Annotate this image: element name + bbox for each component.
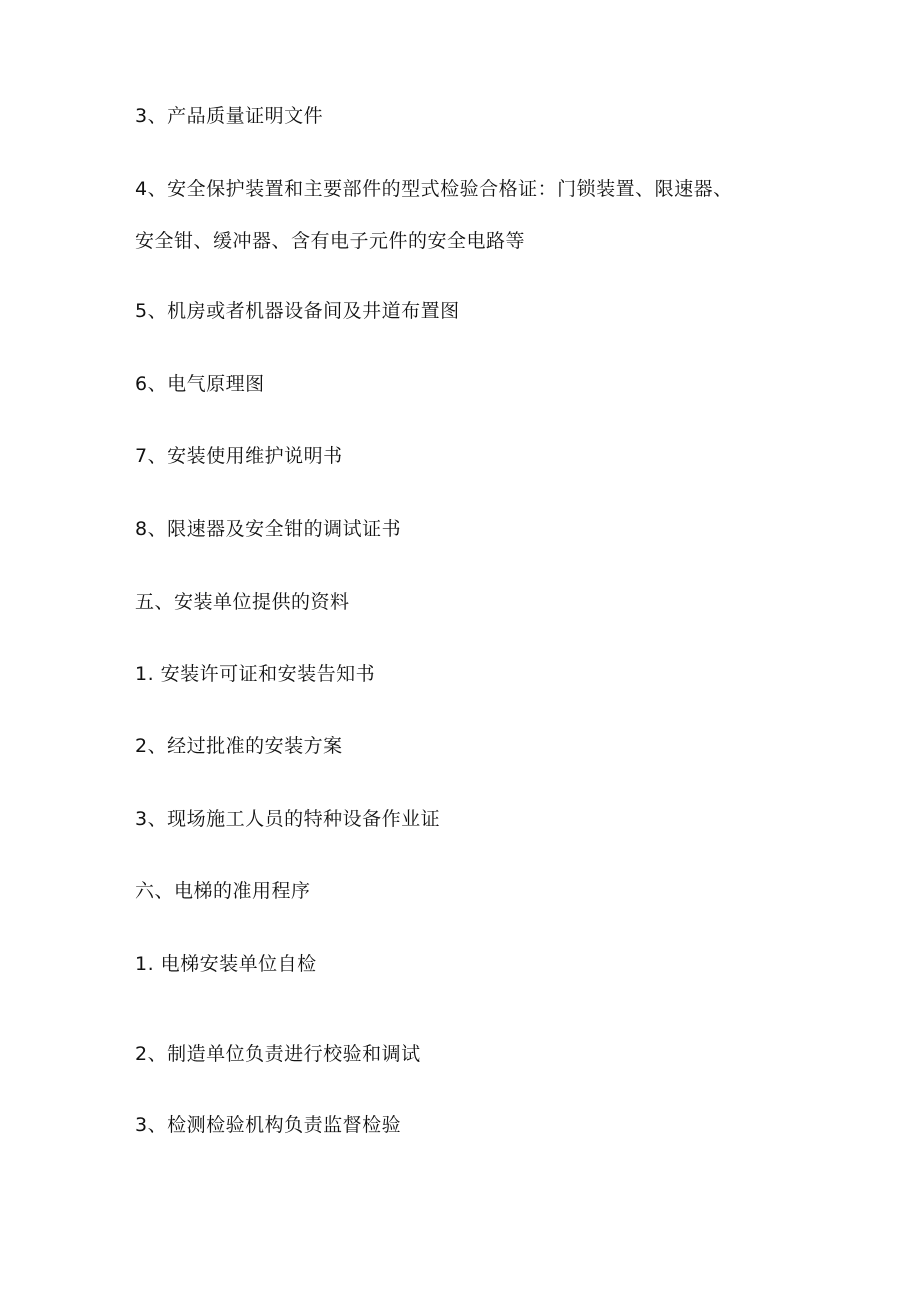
text-line: 1. 安装许可证和安装告知书 — [135, 663, 376, 685]
text-line: 1. 电梯安装单位自检 — [135, 953, 317, 975]
text-line: 6、电气原理图 — [135, 373, 265, 395]
text-line: 5、机房或者机器设备间及井道布置图 — [135, 300, 460, 322]
text-line: 3、产品质量证明文件 — [135, 105, 324, 127]
text-line: 2、经过批准的安装方案 — [135, 735, 343, 757]
text-line: 2、制造单位负责进行校验和调试 — [135, 1043, 421, 1065]
text-line: 7、安装使用维护说明书 — [135, 445, 343, 467]
text-line: 安全钳、缓冲器、含有电子元件的安全电路等 — [135, 230, 526, 252]
section-heading: 五、安装单位提供的资料 — [135, 591, 350, 613]
text-line: 4、安全保护装置和主要部件的型式检验合格证：门锁装置、限速器、 — [135, 178, 733, 200]
text-line: 8、限速器及安全钳的调试证书 — [135, 518, 402, 540]
section-heading: 六、电梯的准用程序 — [135, 880, 311, 902]
text-line: 3、现场施工人员的特种设备作业证 — [135, 808, 441, 830]
text-line: 3、检测检验机构负责监督检验 — [135, 1114, 402, 1136]
